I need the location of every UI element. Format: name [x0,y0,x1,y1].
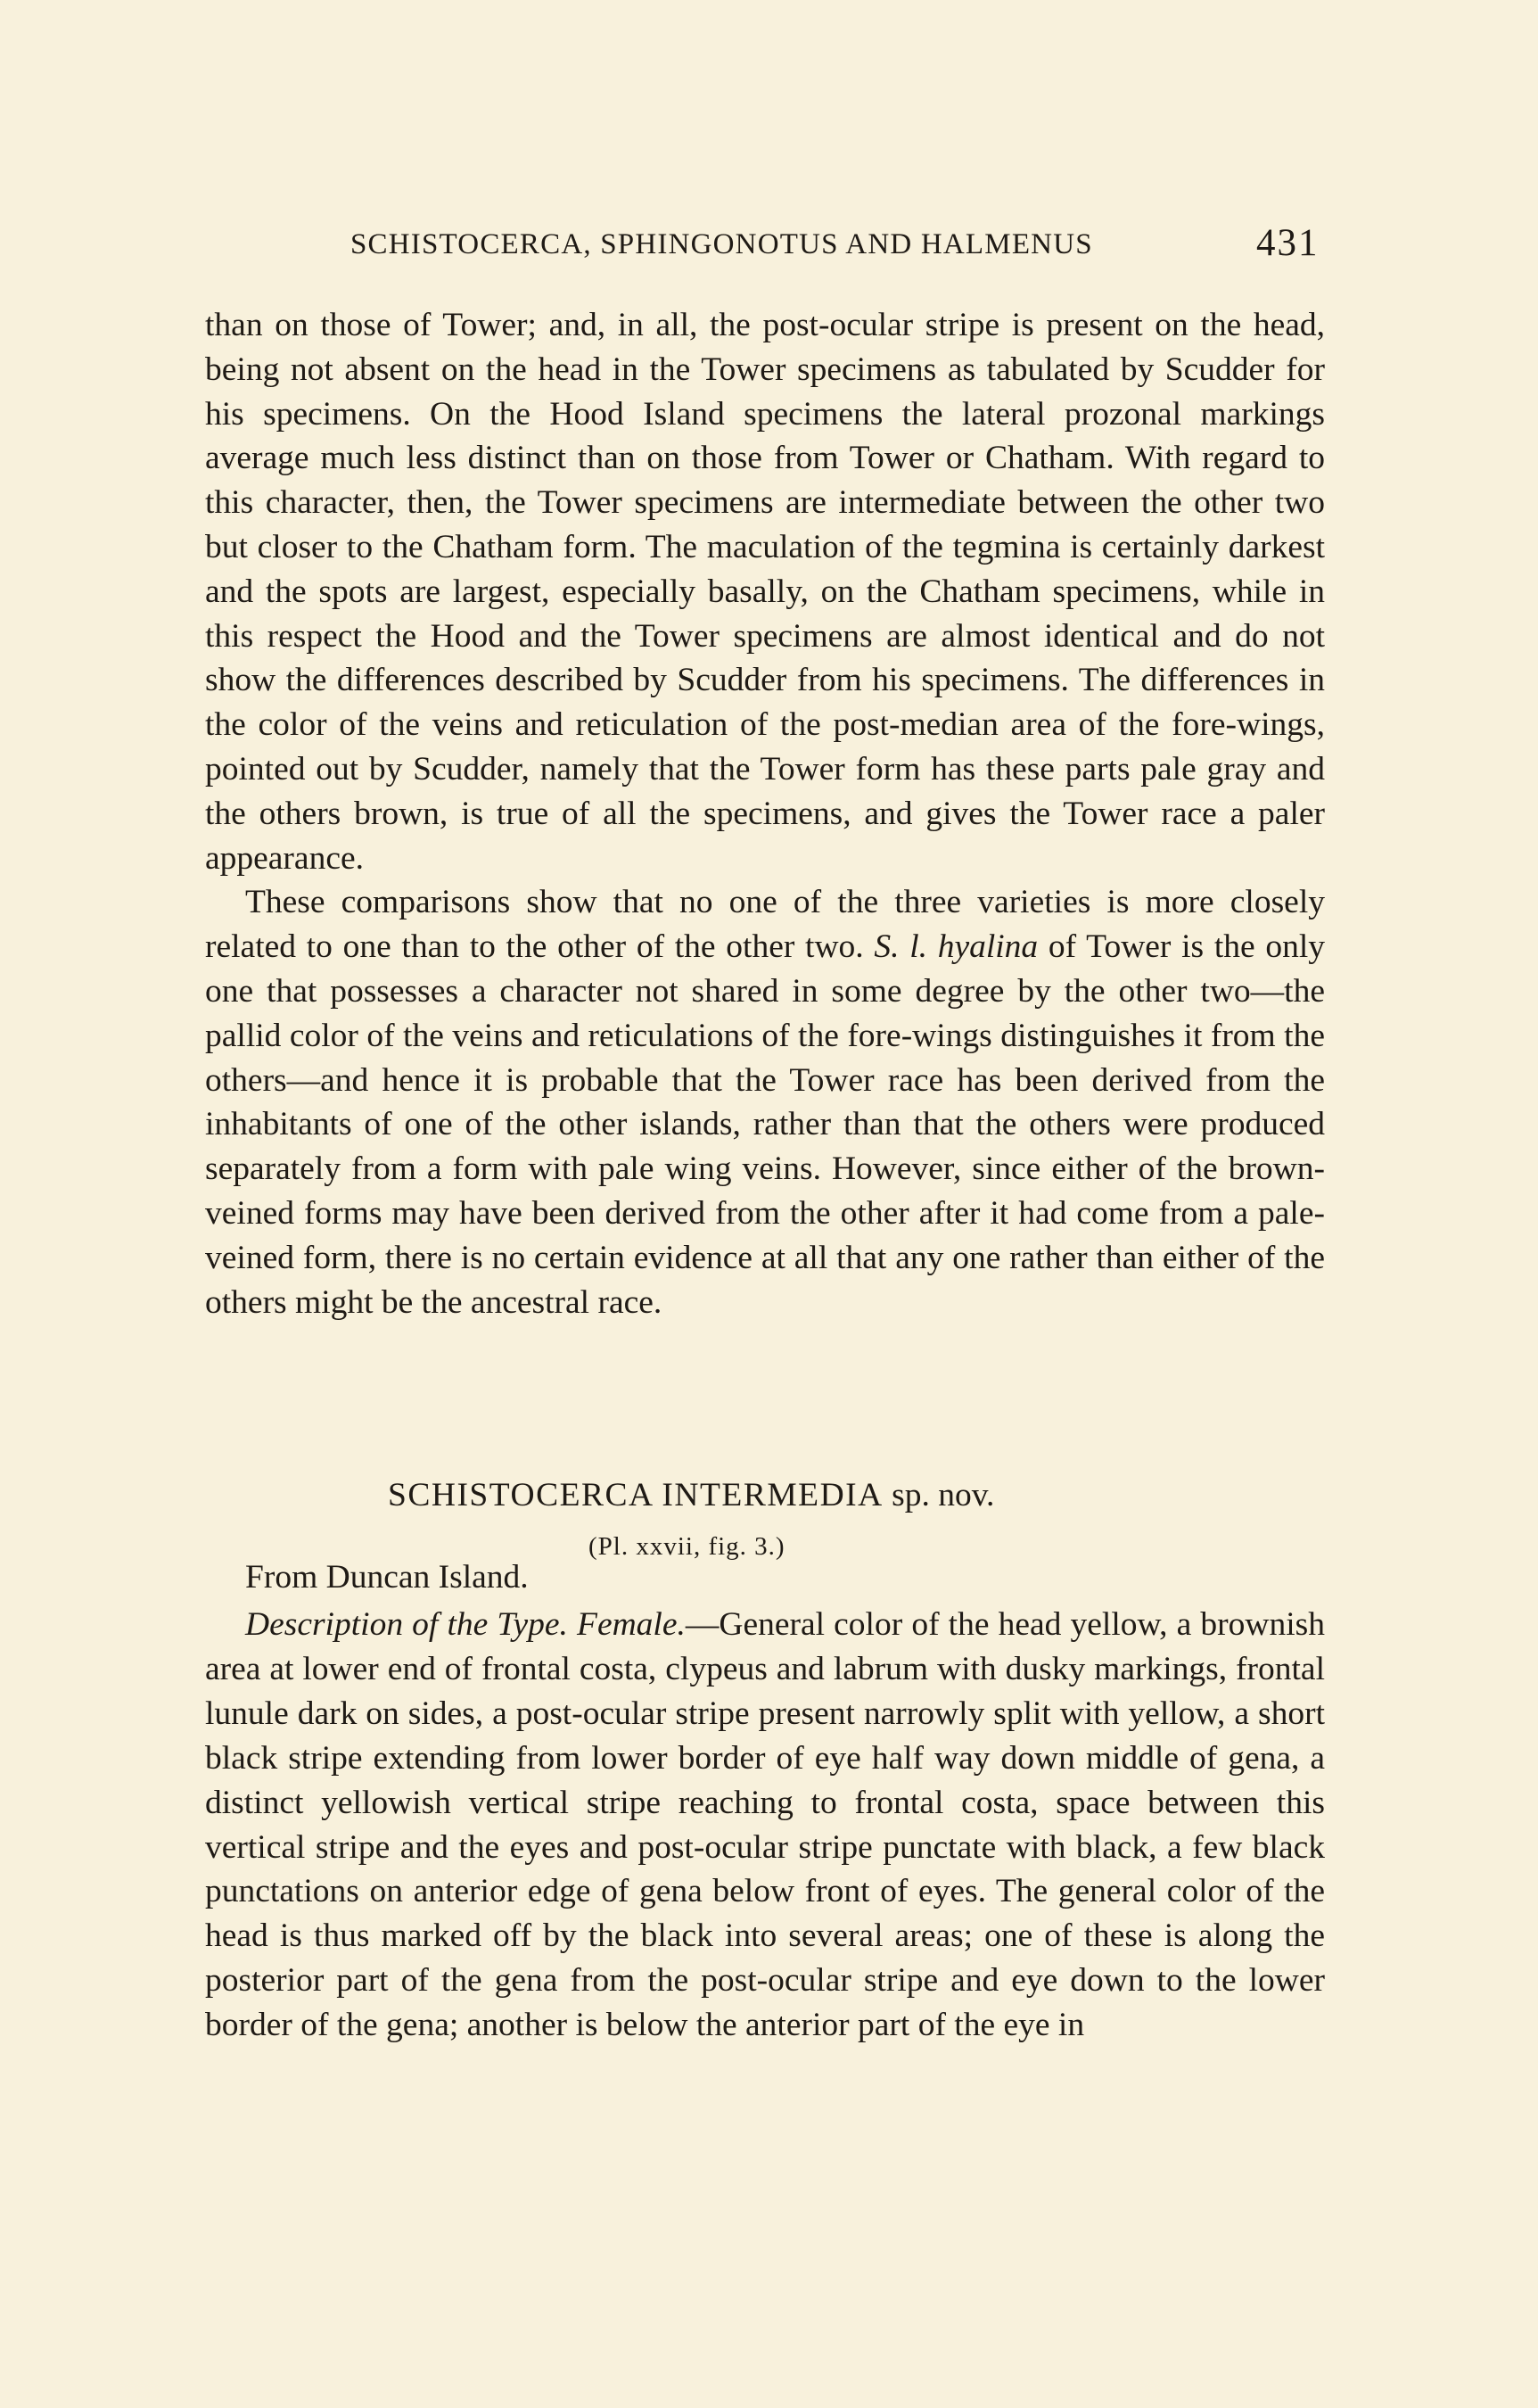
species-status: sp. nov. [892,1477,995,1513]
description-body: —General color of the head yellow, a brownish area at lower end of frontal costa, clypeus and labrum with dusky markings, frontal lunule dark on sides, a post-ocular stripe present narrowly split with yellow, a short black stripe extending from lower border of eye half way down middle of gena, a distinct yellowish vertical stripe reaching to frontal costa, space between this vertical stripe and the eyes and post-ocular stripe punctate with black, a few black punctations on anterior edge of gena below front of eyes. The general color of the head is thus marked off by the black into several areas; one of these is along the posterior part of the gena from the post-ocular stripe and eye down to the lower border of the gena; another is below the anterior part of the eye in [205,1606,1326,2044]
description-sex: Female. [577,1606,686,1643]
locality-line: From Duncan Island. [245,1559,529,1596]
page-number: 431 [1256,222,1320,264]
description-text [205,1603,1325,2048]
paragraph-continuation: than on those of Tower; and, in all, the post-ocular stripe is present on the head, being not absent on the head in the Tower specimens as tabulated by Scudder for his specimens. On the Hood Island specimens the lateral prozonal markings average much less distinct than on those from Tower or Chatham. With regard to this character, then, the Tower specimens are intermediate between the other two but closer to the Chatham form. The maculation of the tegmina is certainly darkest and the spots are largest, especially basally, on the Chatham specimens, while in this respect the Hood and the Tower specimens are almost identical and do not show the differences described by Scudder from his specimens. The differences in the color of the veins and reticulation of the post-median area of the fore-wings, pointed out by Scudder, namely that the Tower form has these parts pale gray and the others brown, is true of all the specimens, and gives the Tower race a paler appearance. [205,307,1325,877]
paragraph-comparisons-lead: These comparisons show that no one of the three varieties is more closely related to one than to the other of the other two. [205,884,1325,966]
body-text [205,303,1325,1324]
running-title: SCHISTOCERCA, SPHINGONOTUS AND HALMENUS [350,228,1093,260]
paragraph-description [205,1603,1325,2048]
taxon-name: S. l. hyalina [874,928,1039,966]
species-heading [388,1476,994,1514]
species-name: SCHISTOCERCA INTERMEDIA [388,1477,884,1513]
plate-reference: (Pl. xxvii, fig. 3.) [588,1532,785,1561]
description-label: Description of the Type. [245,1606,568,1643]
paragraph-comparisons [205,880,1325,1324]
running-head [350,221,1331,275]
paragraph-comparisons-rest: of Tower is the only one that possesses a character not shared in some degree by the other two—the pallid color of the veins and reticulations of the fore-wings distinguishes it from the others—and hence it is probable that the Tower race has been derived from the inhabitants of one of the other islands, rather than that the others were produced separately from a form with pale wing veins. However, since either of the brown-veined forms may have been derived from the other after it had come from a pale-veined form, there is no certain evidence at all that any one rather than either of the others might be the ancestral race. [205,928,1326,1321]
